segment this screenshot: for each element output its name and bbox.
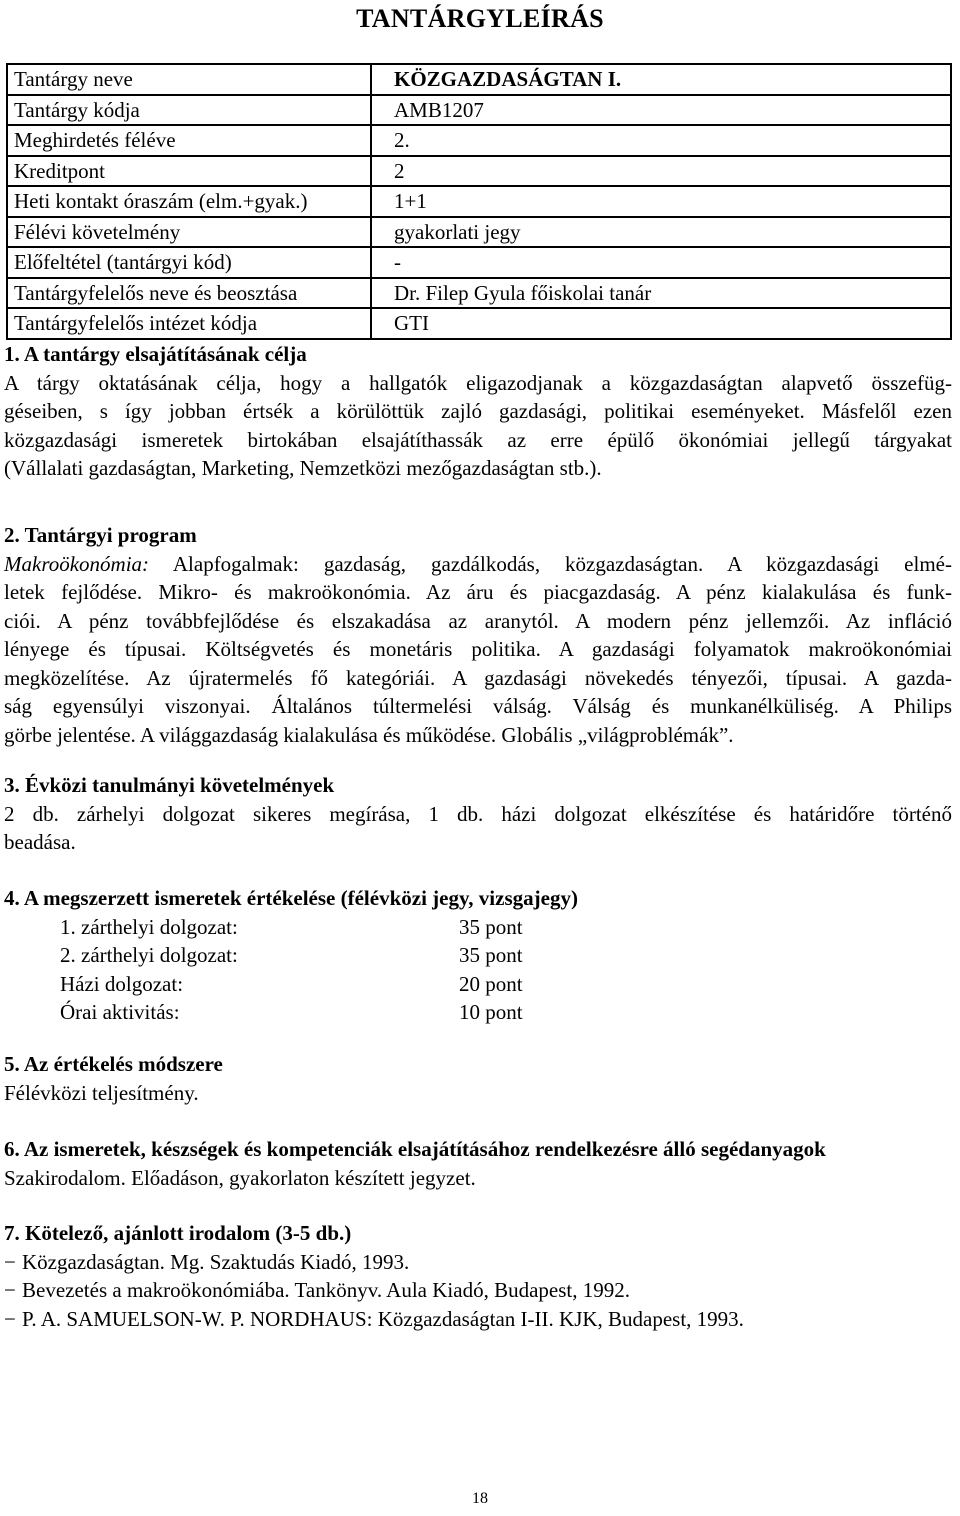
row-value: Dr. Filep Gyula főiskolai tanár [371, 278, 951, 309]
grade-label: 1. zárthelyi dolgozat: [60, 914, 238, 939]
section-heading: 1. A tantárgy elsajátításának célja [4, 342, 307, 366]
row-value: 2 [371, 156, 951, 187]
dash-bullet-icon: − [4, 1278, 16, 1302]
page-number: 18 [472, 1490, 488, 1507]
course-info-table [6, 63, 952, 340]
row-value: - [371, 247, 951, 278]
table-row [7, 125, 951, 156]
row-label: Előfeltétel (tantárgyi kód) [7, 247, 371, 278]
paragraph-line: görbe jelentése. A világgazdaság kialakulása és működése. Globális „világproblémák”. [4, 722, 734, 747]
paragraph-line: géseiben, s így jobban értsék a körülöttük zajló gazdasági, politikai eseményeket. Másfelől ezen [4, 399, 952, 423]
section-evaluation-method [4, 1050, 952, 1107]
section-materials [4, 1135, 952, 1192]
section-heading: 4. A megszerzett ismeretek értékelése (félévközi jegy, vizsgajegy) [4, 886, 578, 910]
grade-item [4, 970, 952, 999]
section-heading: 5. Az értékelés módszere [4, 1052, 223, 1076]
section-heading: 6. Az ismeretek, készségek és kompetenciák elsajátításához rendelkezésre álló segédanyagok [4, 1137, 826, 1161]
paragraph-line: (Vállalati gazdaságtan, Marketing, Nemzetközi mezőgazdaságtan stb.). [4, 456, 602, 480]
row-value: KÖZGAZDASÁGTAN I. [371, 64, 951, 95]
grade-points: 20 pont [459, 971, 523, 996]
literature-text: P. A. SAMUELSON-W. P. NORDHAUS: Közgazdaságtan I-II. KJK, Budapest, 1993. [22, 1306, 744, 1331]
literature-text: Bevezetés a makroökonómiába. Tankönyv. Aula Kiadó, Budapest, 1992. [22, 1278, 630, 1302]
row-value: AMB1207 [371, 95, 951, 126]
section-literature [4, 1219, 952, 1333]
table-row [7, 308, 951, 339]
grade-label: Házi dolgozat: [60, 971, 184, 996]
row-label: Tantárgy neve [7, 64, 371, 95]
table-row [7, 186, 951, 217]
grade-item [4, 913, 952, 942]
row-label: Meghirdetés féléve [7, 125, 371, 156]
paragraph-line: 2 db. zárhelyi dolgozat sikeres megírása, 1 db. házi dolgozat elkészítése és határidőre történő [4, 801, 952, 826]
section-requirements [4, 771, 952, 857]
dash-bullet-icon: − [4, 1306, 16, 1331]
grade-label: 2. zárthelyi dolgozat: [60, 943, 238, 967]
paragraph-line: letek fejlődése. Mikro- és makroökonómia. Az áru és piacgazdaság. A pénz kialakulása és funk- [4, 580, 952, 604]
section-course-program [4, 521, 952, 749]
row-label: Heti kontakt óraszám (elm.+gyak.) [7, 186, 371, 217]
line-rest: Alapfogalmak: gazdaság, gazdálkodás, közgazdaságtan. A közgazdasági elmé- [149, 551, 952, 576]
paragraph-line: ság egyensúlyi viszonyai. Általános túltermelési válság. Válság és munkanélküliség. A Philips [4, 694, 952, 718]
section-evaluation [4, 884, 952, 1027]
grade-points: 35 pont [459, 943, 523, 967]
table-row [7, 95, 951, 126]
table-row [7, 278, 951, 309]
table-row [7, 247, 951, 278]
italic-term: Makroökonómia: [4, 551, 150, 576]
paragraph-line: A tárgy oktatásának célja, hogy a hallgatók eligazodjanak a közgazdaságtan alapvető összefüg- [4, 370, 952, 395]
row-label: Kreditpont [7, 156, 371, 187]
grade-label: Órai aktivitás: [60, 1000, 180, 1024]
paragraph-line: Félévközi teljesítmény. [4, 1080, 199, 1105]
row-label: Tantárgy kódja [7, 95, 371, 126]
grade-points: 35 pont [459, 914, 523, 939]
grade-points: 10 pont [459, 1000, 523, 1024]
table-row [7, 64, 951, 95]
row-value: GTI [371, 308, 951, 339]
page-title: TANTÁRGYLEÍRÁS [356, 4, 604, 33]
row-label: Tantárgyfelelős intézet kódja [7, 308, 371, 339]
section-course-goal [4, 340, 952, 483]
section-heading: 7. Kötelező, ajánlott irodalom (3-5 db.) [4, 1221, 352, 1245]
dash-bullet-icon: − [4, 1249, 16, 1274]
row-label: Félévi követelmény [7, 217, 371, 248]
paragraph-line: közgazdasági ismeretek birtokában elsajátíthassák az erre épülő ökonómiai jellegű tárgyakat [4, 427, 952, 452]
paragraph-line: Szakirodalom. Előadáson, gyakorlaton készített jegyzet. [4, 1165, 476, 1190]
section-heading: 2. Tantárgyi program [4, 523, 197, 547]
table-row [7, 217, 951, 248]
row-value: gyakorlati jegy [371, 217, 951, 248]
paragraph-line: megközelítése. Az újratermelés fő kategóriái. A gazdasági növekedés tényezői, típusai. A gazda- [4, 665, 952, 690]
row-value: 2. [371, 125, 951, 156]
paragraph-line: lényege és típusai. Költségvetés és monetáris politika. A gazdasági folyamatok makroökonómiai [4, 637, 952, 661]
grade-item [4, 941, 952, 970]
paragraph-line [4, 550, 952, 579]
paragraph-line: ciói. A pénz továbbfejlődése és elszakadása az aranytól. A modern pénz jellemzői. Az infláció [4, 608, 952, 633]
literature-text: Közgazdaságtan. Mg. Szaktudás Kiadó, 1993. [22, 1249, 410, 1274]
row-label: Tantárgyfelelős neve és beosztása [7, 278, 371, 309]
literature-item [4, 1276, 952, 1305]
row-value: 1+1 [371, 186, 951, 217]
literature-item [4, 1305, 952, 1334]
literature-item [4, 1248, 952, 1277]
table-row [7, 156, 951, 187]
section-heading: 3. Évközi tanulmányi követelmények [4, 773, 335, 797]
grade-item [4, 998, 952, 1027]
paragraph-line: beadása. [4, 830, 76, 854]
